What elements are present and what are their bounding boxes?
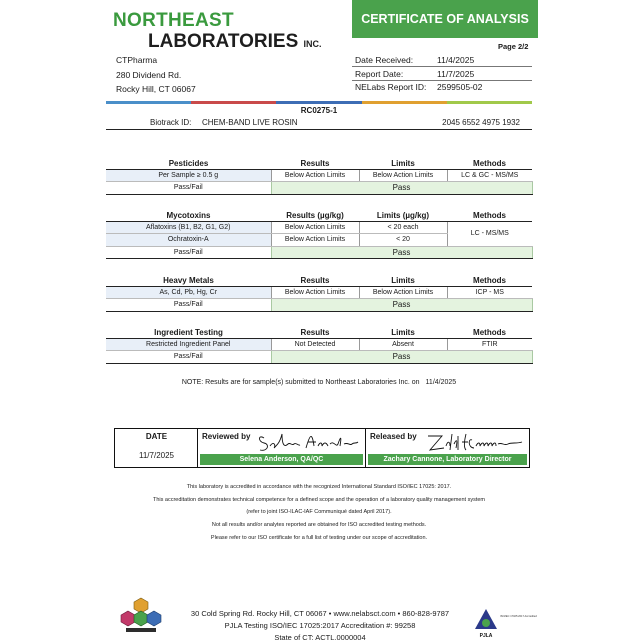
reviewed-by-label: Reviewed by bbox=[202, 432, 251, 441]
date-label: DATE bbox=[145, 432, 168, 441]
accreditation-line: Please refer to our ISO certificate for a full list of testing under our scope of accreditation. bbox=[210, 535, 428, 541]
report-id-label: NELabs Report ID: bbox=[355, 82, 427, 92]
accreditation-line: This laboratory is accredited in accordance with the recognized International Standard ISO/IEC 17025: 2017. bbox=[186, 484, 452, 490]
pass-status: Pass bbox=[271, 182, 532, 195]
results-note bbox=[106, 379, 532, 386]
biotrack-row bbox=[106, 116, 532, 130]
table-row bbox=[106, 221, 532, 234]
result-cell: Below Action Limits bbox=[271, 234, 359, 247]
ingredient-testing-table bbox=[106, 325, 533, 364]
limit-cell: Below Action Limits bbox=[359, 286, 447, 299]
meta-divider bbox=[352, 80, 532, 81]
date-received-value: 11/4/2025 bbox=[437, 55, 475, 65]
color-stripe-segment bbox=[191, 101, 276, 104]
result-cell: Below Action Limits bbox=[271, 286, 359, 299]
table-row bbox=[106, 338, 532, 351]
method-cell: ICP - MS bbox=[447, 286, 532, 299]
releaser-name: Zachary Cannone, Laboratory Director bbox=[368, 454, 527, 465]
reviewer-name: Selena Anderson, QA/QC bbox=[200, 454, 363, 465]
releaser-signature-image bbox=[424, 430, 526, 454]
note-text: NOTE: Results are for sample(s) submitted to Northeast Laboratories Inc. on bbox=[181, 379, 420, 386]
color-stripe-segment bbox=[106, 101, 191, 104]
pjla-subtext: ISO/IEC 17025:2017 Accredited bbox=[500, 615, 537, 618]
reviewed-by-section bbox=[198, 429, 366, 467]
col-header: Results (µg/kg) bbox=[271, 208, 359, 221]
certificate-banner: CERTIFICATE OF ANALYSIS bbox=[352, 0, 538, 38]
color-stripe-segment bbox=[362, 101, 447, 104]
table-row bbox=[106, 169, 532, 182]
analyte-name: Restricted Ingredient Panel bbox=[106, 338, 271, 351]
col-header: Mycotoxins bbox=[106, 208, 271, 221]
pass-fail-label: Pass/Fail bbox=[106, 351, 271, 364]
footer-contact: 30 Cold Spring Rd. Rocky Hill, CT 06067 • www.nelabsct.com • 860-828-9787 bbox=[190, 609, 450, 618]
col-header: Limits (µg/kg) bbox=[359, 208, 447, 221]
pass-row bbox=[106, 299, 532, 312]
col-header: Pesticides bbox=[106, 156, 271, 169]
pass-fail-label: Pass/Fail bbox=[106, 182, 271, 195]
pass-row bbox=[106, 182, 532, 195]
pass-fail-label: Pass/Fail bbox=[106, 246, 271, 259]
result-cell: Below Action Limits bbox=[271, 221, 359, 234]
table-row bbox=[106, 286, 532, 299]
pjla-text: PJLA bbox=[479, 633, 493, 639]
col-header: Methods bbox=[447, 325, 532, 338]
logo-line1: NORTHEAST bbox=[113, 10, 234, 31]
pass-row bbox=[106, 351, 532, 364]
col-header: Limits bbox=[359, 273, 447, 286]
client-street: 280 Dividend Rd. bbox=[116, 70, 182, 80]
col-header: Limits bbox=[359, 325, 447, 338]
col-header: Methods bbox=[473, 210, 506, 220]
color-stripe bbox=[106, 101, 532, 104]
report-id-value: 2599505-02 bbox=[437, 82, 483, 92]
result-cell: Below Action Limits bbox=[271, 169, 359, 182]
limit-cell: < 20 each bbox=[359, 221, 447, 234]
released-by-label: Released by bbox=[370, 432, 417, 441]
page-number: Page 2/2 bbox=[498, 42, 529, 51]
method-cell: LC & GC - MS/MS bbox=[447, 169, 532, 182]
report-date-label: Report Date: bbox=[355, 69, 404, 79]
product-name: CHEM-BAND LIVE ROSIN bbox=[202, 118, 298, 127]
client-name: CTPharma bbox=[116, 55, 158, 65]
report-date-value: 11/7/2025 bbox=[437, 69, 475, 79]
sample-rc: RC0275-1 bbox=[300, 106, 338, 115]
limit-cell: Absent bbox=[359, 338, 447, 351]
col-header: Results bbox=[271, 273, 359, 286]
reviewer-signature-image bbox=[256, 430, 360, 454]
col-header: Results bbox=[271, 156, 359, 169]
accreditation-line: This accreditation demonstrates technical competence for a defined scope and the operation of a laboratory quality management system bbox=[152, 497, 486, 503]
pass-status: Pass bbox=[271, 246, 532, 259]
mycotoxins-table bbox=[106, 208, 533, 259]
col-header: Ingredient Testing bbox=[106, 325, 271, 338]
pass-status: Pass bbox=[271, 299, 532, 312]
biotrack-label: Biotrack ID: bbox=[150, 118, 192, 127]
method-cell: LC - MS/MS bbox=[447, 221, 532, 246]
date-received-label: Date Received: bbox=[355, 55, 414, 65]
pass-row bbox=[106, 246, 532, 259]
date-column bbox=[115, 429, 198, 467]
col-header: Heavy Metals bbox=[106, 273, 271, 286]
heavy-metals-table bbox=[106, 273, 533, 312]
meta-divider bbox=[352, 66, 532, 67]
limit-cell: < 20 bbox=[359, 234, 447, 247]
accreditation-line: Not all results and/or analytes reported are obtained for ISO accredited testing methods. bbox=[211, 522, 427, 528]
analyte-name: As, Cd, Pb, Hg, Cr bbox=[106, 286, 271, 299]
company-logo bbox=[113, 10, 322, 52]
footer-accreditation: PJLA Testing ISO/IEC 17025:2017 Accreditation #: 99258 bbox=[224, 621, 416, 630]
accreditation-line: (refer to joint ISO-ILAC-IAF Communiqué dated April 2017). bbox=[246, 509, 392, 515]
footer-state-license: State of CT: ACTL.0000004 bbox=[274, 633, 366, 642]
pjla-logo-icon bbox=[470, 603, 537, 641]
col-header: Methods bbox=[447, 273, 532, 286]
pass-fail-label: Pass/Fail bbox=[106, 299, 271, 312]
method-cell: FTIR bbox=[447, 338, 532, 351]
biotrack-id: 2045 6552 4975 1932 bbox=[442, 118, 520, 127]
color-stripe-segment bbox=[447, 101, 532, 104]
released-by-section bbox=[366, 429, 529, 467]
certification-badges-icon bbox=[118, 597, 164, 633]
pass-status: Pass bbox=[271, 351, 532, 364]
col-header: Limits bbox=[359, 156, 447, 169]
analyte-name: Ochratoxin-A bbox=[106, 234, 271, 247]
signature-box bbox=[114, 428, 530, 468]
result-cell: Not Detected bbox=[271, 338, 359, 351]
analyte-name: Per Sample ≥ 0.5 g bbox=[106, 169, 271, 182]
col-header: Results bbox=[271, 325, 359, 338]
note-date: 11/4/2025 bbox=[425, 379, 457, 386]
signature-date: 11/7/2025 bbox=[139, 451, 174, 460]
pesticides-table bbox=[106, 156, 533, 195]
client-city: Rocky Hill, CT 06067 bbox=[116, 84, 196, 94]
logo-line2: LABORATORIES INC. bbox=[148, 31, 322, 52]
analyte-name: Aflatoxins (B1, B2, G1, G2) bbox=[106, 221, 271, 234]
limit-cell: Below Action Limits bbox=[359, 169, 447, 182]
color-stripe-segment bbox=[276, 101, 361, 104]
col-header: Methods bbox=[447, 156, 532, 169]
